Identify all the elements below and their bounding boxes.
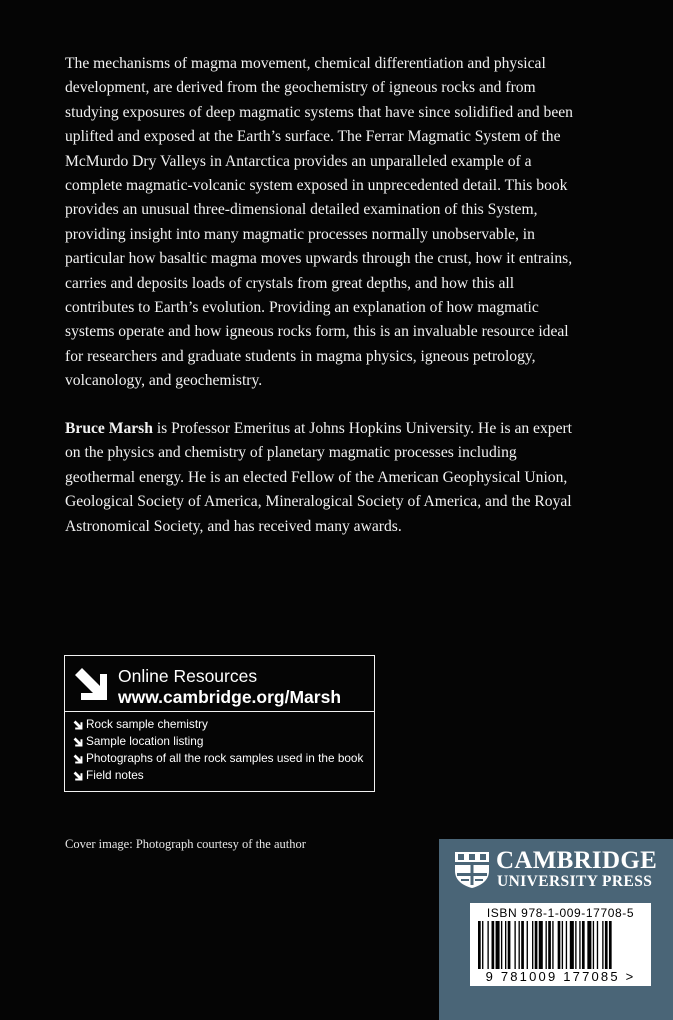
barcode-bar [505,921,506,969]
arrow-down-right-icon [73,771,83,781]
divider [65,711,374,712]
barcode-bar [482,921,483,969]
barcode-bar [597,921,598,969]
barcode-bar [508,921,511,969]
barcode-bar [532,921,533,969]
resource-label: Photographs of all the rock samples used in the book [86,751,364,765]
barcode-bar [478,921,481,969]
cover-credit: Cover image: Photograph courtesy of the author [65,837,306,851]
resource-label: Field notes [86,768,144,782]
barcode-bar [539,921,543,969]
author-bio-text: is Professor Emeritus at Johns Hopkins University. He is an expert on the physics and chemistry of planetary magmatic processes including geothermal energy. He is an elected Fellow of the American Geophysical Union, Geological Society of America, Mineralogical Society of America, and the Royal Astronomical Society, and has received many awards. [65,420,573,535]
barcode-bars [478,921,646,969]
resource-label: Rock sample chemistry [86,717,208,731]
barcode-bar [602,921,603,969]
barcode-bar [609,921,612,969]
list-item [73,767,363,784]
barcode [470,903,651,986]
publisher-panel [439,839,673,1020]
barcode-bar [570,921,574,969]
cambridge-shield-icon [454,851,490,889]
list-item [73,733,363,750]
publisher-name: CAMBRIDGE [496,847,658,874]
barcode-bar [582,921,585,969]
online-resources-box [64,655,375,792]
barcode-bar [546,921,547,969]
author-bio [65,417,585,539]
barcode-bar [492,921,495,969]
barcode-digits: 9 781009 177085 > [485,969,636,984]
barcode-bar [587,921,591,969]
barcode-bar [514,921,515,969]
list-item [73,716,363,733]
barcode-bar [593,921,594,969]
author-name: Bruce Marsh [65,420,153,437]
barcode-bar [496,921,500,969]
online-resources-header [65,656,374,706]
description-paragraph: The mechanisms of magma movement, chemical differentiation and physical development, are derived from the geochemistry of igneous rocks and from studying exposures of deep magmatic systems that have since solidified and been uplifted and exposed at the Earth’s surface. The Ferrar Magmatic System of the McMurdo Dry Valleys in Antarctica provides an unparalleled example of a complete magmatic-volcanic system exposed in unprecedented detail. This book provides an unusual three-dimensional detailed examination of this System, providing insight into many magmatic processes normally unobservable, in particular how basaltic magma moves upwards through the crust, how it entrains, carries and deposits loads of crystals from great depths, and how this all contributes to Earth’s evolution. Providing an explanation of how magmatic systems operate and how igneous rocks form, this is an invaluable resource ideal for researchers and graduate students in magma physics, igneous petrology, volcanology, and geochemistry. [65,55,573,390]
resource-list [73,716,363,784]
barcode-bar [579,921,580,969]
online-resources-title: Online Resources [118,666,258,686]
arrow-down-right-icon [73,666,109,702]
barcode-bar [527,921,528,969]
barcode-bar [521,921,524,969]
barcode-bar [575,921,576,969]
barcode-bar [558,921,561,969]
arrow-down-right-icon [73,754,83,764]
barcode-bar [535,921,538,969]
resource-label: Sample location listing [86,734,204,748]
online-resources-url[interactable]: www.cambridge.org/Marsh [118,687,342,707]
barcode-bar [562,921,563,969]
publisher-subtitle: UNIVERSITY PRESS [497,873,653,890]
barcode-bar [519,921,520,969]
barcode-bar [552,921,553,969]
barcode-bar [605,921,608,969]
list-item [73,750,363,767]
barcode-bar [501,921,502,969]
arrow-down-right-icon [73,737,83,747]
barcode-bar [487,921,488,969]
arrow-down-right-icon [73,720,83,730]
barcode-bar [548,921,551,969]
isbn-text: ISBN 978-1-009-17708-5 [486,906,635,920]
barcode-bar [566,921,567,969]
